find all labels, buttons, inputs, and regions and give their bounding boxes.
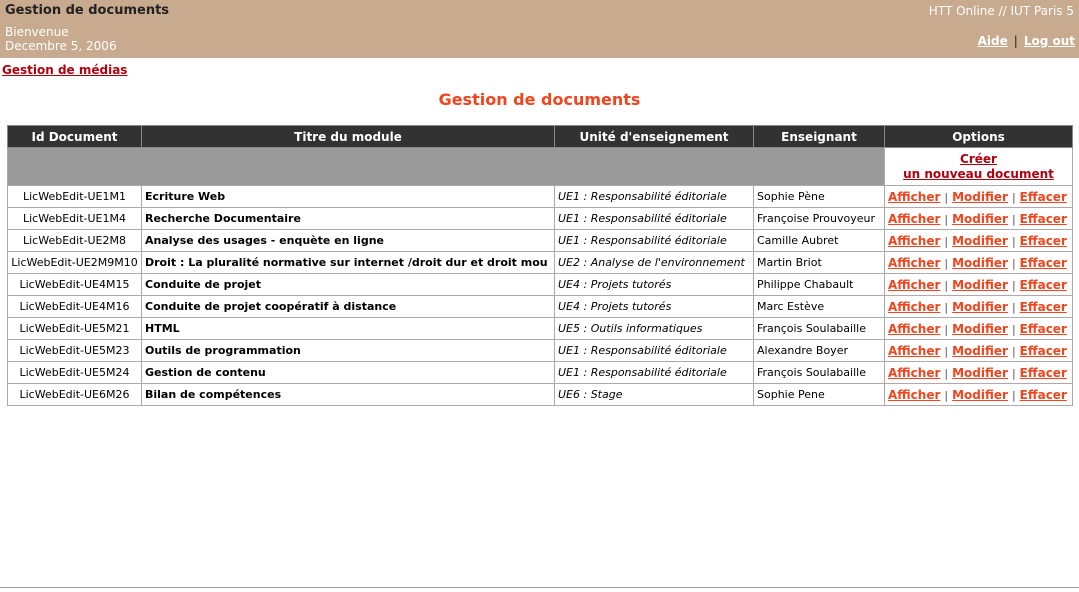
cell-options — [885, 230, 1073, 252]
cell-teacher: François Soulabaille — [754, 362, 885, 384]
column-header-id: Id Document — [8, 126, 142, 148]
bottom-divider — [0, 587, 1079, 588]
view-link[interactable]: Afficher — [888, 211, 941, 226]
view-link[interactable]: Afficher — [888, 189, 941, 204]
action-separator: | — [944, 366, 949, 380]
delete-link[interactable]: Effacer — [1019, 277, 1067, 292]
cell-module-title: Bilan de compétences — [142, 384, 555, 406]
table-row — [8, 274, 1073, 296]
action-separator: | — [1011, 234, 1016, 248]
action-separator: | — [944, 300, 949, 314]
action-separator: | — [944, 256, 949, 270]
cell-teacher: Sophie Pene — [754, 384, 885, 406]
link-separator: | — [1013, 34, 1018, 48]
welcome-text: Bienvenue — [5, 25, 69, 39]
table-row — [8, 186, 1073, 208]
action-separator: | — [1011, 322, 1016, 336]
view-link[interactable]: Afficher — [888, 321, 941, 336]
cell-options — [885, 384, 1073, 406]
create-link-line2: un nouveau document — [903, 166, 1054, 181]
cell-document-id: LicWebEdit-UE4M16 — [8, 296, 142, 318]
cell-document-id: LicWebEdit-UE5M24 — [8, 362, 142, 384]
page-title: Gestion de documents — [438, 90, 641, 109]
table-row — [8, 362, 1073, 384]
cell-module-title: HTML — [142, 318, 555, 340]
cell-module-title: Conduite de projet coopératif à distance — [142, 296, 555, 318]
delete-link[interactable]: Effacer — [1019, 365, 1067, 380]
cell-module-title: Recherche Documentaire — [142, 208, 555, 230]
cell-options — [885, 340, 1073, 362]
edit-link[interactable]: Modifier — [952, 277, 1008, 292]
cell-module-title: Outils de programmation — [142, 340, 555, 362]
view-link[interactable]: Afficher — [888, 365, 941, 380]
cell-document-id: LicWebEdit-UE5M21 — [8, 318, 142, 340]
action-separator: | — [944, 344, 949, 358]
cell-teacher: Alexandre Boyer — [754, 340, 885, 362]
cell-teaching-unit: UE1 : Responsabilité éditoriale — [555, 208, 754, 230]
cell-options — [885, 296, 1073, 318]
delete-link[interactable]: Effacer — [1019, 321, 1067, 336]
cell-teaching-unit: UE1 : Responsabilité éditoriale — [555, 362, 754, 384]
cell-teacher: Philippe Chabault — [754, 274, 885, 296]
edit-link[interactable]: Modifier — [952, 321, 1008, 336]
view-link[interactable]: Afficher — [888, 277, 941, 292]
cell-teaching-unit: UE4 : Projets tutorés — [555, 274, 754, 296]
edit-link[interactable]: Modifier — [952, 255, 1008, 270]
cell-module-title: Conduite de projet — [142, 274, 555, 296]
view-link[interactable]: Afficher — [888, 387, 941, 402]
action-separator: | — [944, 190, 949, 204]
table-row — [8, 252, 1073, 274]
column-header-options: Options — [885, 126, 1073, 148]
action-separator: | — [1011, 388, 1016, 402]
delete-link[interactable]: Effacer — [1019, 189, 1067, 204]
cell-teacher: François Soulabaille — [754, 318, 885, 340]
edit-link[interactable]: Modifier — [952, 299, 1008, 314]
cell-teacher: Camille Aubret — [754, 230, 885, 252]
view-link[interactable]: Afficher — [888, 255, 941, 270]
table-row — [8, 208, 1073, 230]
cell-teacher: Martin Briot — [754, 252, 885, 274]
action-separator: | — [944, 278, 949, 292]
create-row — [8, 148, 1073, 186]
create-link-line1: Créer — [960, 151, 997, 166]
media-management-link[interactable]: Gestion de médias — [2, 63, 128, 77]
table-row — [8, 296, 1073, 318]
cell-options — [885, 362, 1073, 384]
action-separator: | — [1011, 344, 1016, 358]
action-separator: | — [944, 322, 949, 336]
cell-teaching-unit: UE2 : Analyse de l'environnement — [555, 252, 754, 274]
cell-module-title: Analyse des usages - enquète en ligne — [142, 230, 555, 252]
cell-teaching-unit: UE1 : Responsabilité éditoriale — [555, 230, 754, 252]
date-text: Decembre 5, 2006 — [5, 39, 117, 53]
action-separator: | — [944, 234, 949, 248]
app-title: Gestion de documents — [5, 3, 170, 18]
delete-link[interactable]: Effacer — [1019, 211, 1067, 226]
cell-teacher: Françoise Prouvoyeur — [754, 208, 885, 230]
cell-options — [885, 252, 1073, 274]
cell-teaching-unit: UE6 : Stage — [555, 384, 754, 406]
help-link[interactable]: Aide — [977, 34, 1008, 48]
cell-document-id: LicWebEdit-UE4M15 — [8, 274, 142, 296]
edit-link[interactable]: Modifier — [952, 343, 1008, 358]
site-name: HTT Online // IUT Paris 5 — [928, 4, 1074, 18]
cell-document-id: LicWebEdit-UE1M4 — [8, 208, 142, 230]
cell-teaching-unit: UE1 : Responsabilité éditoriale — [555, 340, 754, 362]
create-cell — [885, 148, 1073, 186]
action-separator: | — [1011, 300, 1016, 314]
cell-document-id: LicWebEdit-UE1M1 — [8, 186, 142, 208]
action-separator: | — [1011, 278, 1016, 292]
cell-module-title: Ecriture Web — [142, 186, 555, 208]
edit-link[interactable]: Modifier — [952, 365, 1008, 380]
delete-link[interactable]: Effacer — [1019, 343, 1067, 358]
action-separator: | — [1011, 190, 1016, 204]
header-bar — [0, 0, 1079, 58]
logout-link[interactable]: Log out — [1023, 34, 1075, 48]
table-row — [8, 318, 1073, 340]
cell-teaching-unit: UE1 : Responsabilité éditoriale — [555, 186, 754, 208]
cell-document-id: LicWebEdit-UE2M8 — [8, 230, 142, 252]
action-separator: | — [1011, 366, 1016, 380]
action-separator: | — [944, 388, 949, 402]
delete-link[interactable]: Effacer — [1019, 387, 1067, 402]
cell-teaching-unit: UE4 : Projets tutorés — [555, 296, 754, 318]
view-link[interactable]: Afficher — [888, 343, 941, 358]
column-header-teacher: Enseignant — [754, 126, 885, 148]
table-header-row — [8, 126, 1073, 148]
cell-teacher: Marc Estève — [754, 296, 885, 318]
cell-document-id: LicWebEdit-UE5M23 — [8, 340, 142, 362]
top-links — [978, 34, 1075, 48]
delete-link[interactable]: Effacer — [1019, 255, 1067, 270]
action-separator: | — [1011, 212, 1016, 226]
column-header-ue: Unité d'enseignement — [555, 126, 754, 148]
cell-teaching-unit: UE5 : Outils informatiques — [555, 318, 754, 340]
cell-module-title: Gestion de contenu — [142, 362, 555, 384]
delete-link[interactable]: Effacer — [1019, 299, 1067, 314]
cell-options — [885, 274, 1073, 296]
cell-teacher: Sophie Pène — [754, 186, 885, 208]
view-link[interactable]: Afficher — [888, 299, 941, 314]
view-link[interactable]: Afficher — [888, 233, 941, 248]
cell-options — [885, 186, 1073, 208]
documents-table — [7, 125, 1073, 406]
cell-module-title: Droit : La pluralité normative sur internet /droit dur et droit mou — [142, 252, 555, 274]
delete-link[interactable]: Effacer — [1019, 233, 1067, 248]
table-row — [8, 340, 1073, 362]
cell-options — [885, 318, 1073, 340]
edit-link[interactable]: Modifier — [952, 189, 1008, 204]
action-separator: | — [944, 212, 949, 226]
create-row-filler — [8, 148, 885, 186]
edit-link[interactable]: Modifier — [952, 211, 1008, 226]
cell-document-id: LicWebEdit-UE2M9M10 — [8, 252, 142, 274]
action-separator: | — [1011, 256, 1016, 270]
edit-link[interactable]: Modifier — [952, 387, 1008, 402]
cell-document-id: LicWebEdit-UE6M26 — [8, 384, 142, 406]
table-row — [8, 384, 1073, 406]
column-header-title: Titre du module — [142, 126, 555, 148]
edit-link[interactable]: Modifier — [952, 233, 1008, 248]
cell-options — [885, 208, 1073, 230]
create-document-link[interactable] — [903, 152, 1054, 181]
table-row — [8, 230, 1073, 252]
